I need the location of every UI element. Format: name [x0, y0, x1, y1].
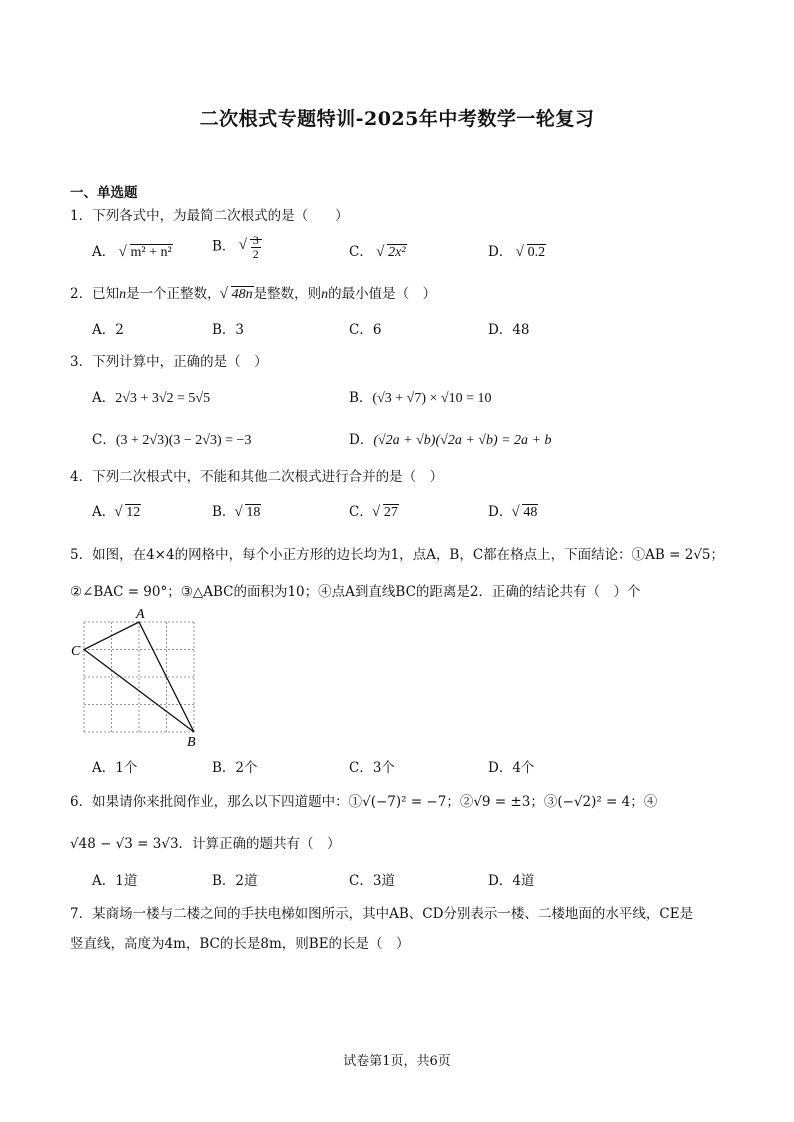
radicand: 27: [383, 505, 398, 520]
q4-option-d[interactable]: [488, 500, 538, 525]
option-label: C．: [92, 432, 116, 448]
option-expression: 2√3 + 3√2 = 5√5: [115, 391, 211, 406]
q2-option-d[interactable]: D．48: [488, 322, 530, 338]
option-label: C．: [349, 504, 373, 520]
radicand: m² + n²: [130, 245, 172, 260]
fraction-numerator: √ 3: [252, 233, 259, 247]
variable-n: n: [321, 287, 329, 302]
question-7-line-2: 竖直线，高度为4m，BC的长是8m，则BE的长是（ ）: [70, 936, 410, 952]
question-3-stem: 3．下列计算中，正确的是（ ）: [70, 354, 268, 370]
q6-option-a[interactable]: A．1道: [92, 873, 138, 889]
q1-option-a[interactable]: [92, 240, 173, 265]
option-label: A．: [92, 504, 116, 520]
radicand: 48n: [231, 287, 253, 302]
question-7-line-1: 7．某商场一楼与二楼之间的手扶电梯如图所示，其中AB、CD分别表示一楼、二楼地面的水平线，CE是: [70, 906, 694, 922]
option-label: D．: [488, 504, 513, 520]
point-c-label: C: [71, 644, 81, 659]
q5-option-a[interactable]: A．1个: [92, 760, 138, 776]
q4-option-a[interactable]: [92, 500, 141, 525]
q2-option-a[interactable]: A．2: [92, 322, 124, 338]
radicand: 0.2: [527, 245, 546, 260]
point-a-label: A: [136, 607, 145, 622]
q6-option-d[interactable]: D．4道: [488, 873, 535, 889]
option-label: D．: [349, 432, 374, 448]
option-expression: (√2a + √b)(√2a + √b) = 2a + b: [373, 433, 552, 448]
radicand: 2x²: [388, 245, 406, 260]
question-1-stem: 1．下列各式中，为最简二次根式的是（ ）: [70, 208, 349, 224]
stem-text: 是整数，则: [253, 286, 322, 302]
question-5-line-2: ②∠BAC = 90°；③△ABC的面积为10；④点A到直线BC的距离是2．正确的结论共有（ ）个: [70, 584, 641, 600]
stem-text: 是一个正整数，: [126, 286, 221, 302]
option-label: A．: [92, 244, 116, 260]
question-6-line-1: 6．如果请你来批阅作业，那么以下四道题中：①√(−7)² = −7；②√9 = ±3；③(−√2)² = 4；④: [70, 794, 658, 810]
question-4-stem: 4．下列二次根式中，不能和其他二次根式进行合并的是（ ）: [70, 469, 444, 485]
grid-triangle-figure: [66, 604, 206, 750]
q6-option-c[interactable]: C．3道: [349, 873, 395, 889]
q6-option-b[interactable]: B．2道: [212, 873, 258, 889]
question-6-line-2: √48 − √3 = 3√3．计算正确的题共有（ ）: [70, 836, 341, 852]
radicand: 18: [246, 505, 261, 520]
q3-option-b[interactable]: [349, 386, 491, 411]
option-label: C．: [349, 244, 373, 260]
q1-option-d[interactable]: [488, 240, 546, 265]
q3-option-c[interactable]: [92, 428, 251, 453]
option-expression: (√3 + √7) × √10 = 10: [372, 391, 492, 406]
option-label: D．: [488, 244, 513, 260]
fraction-denominator: 2: [252, 247, 259, 261]
q4-option-b[interactable]: [212, 500, 261, 525]
option-label: B．: [212, 238, 236, 255]
stem-text: 2．已知: [70, 286, 120, 302]
option-expression: (3 + 2√3)(3 − 2√3) = −3: [115, 433, 252, 448]
section-heading: 一、单选题: [70, 185, 138, 201]
option-label: B．: [212, 504, 236, 520]
question-2-stem: [70, 284, 436, 305]
radicand: 48: [523, 505, 538, 520]
option-label: B．: [349, 390, 373, 406]
q2-option-c[interactable]: C．6: [349, 322, 382, 338]
q2-option-b[interactable]: B．3: [212, 322, 245, 338]
q5-option-c[interactable]: C．3个: [349, 760, 395, 776]
question-5-line-1: 5．如图，在4×4的网格中，每个小正方形的边长均为1，点A，B，C都在格点上，下面结论：①AB = 2√5；: [70, 547, 725, 563]
q1-option-b[interactable]: [212, 234, 262, 261]
q5-option-d[interactable]: D．4个: [488, 760, 535, 776]
option-label: A．: [92, 390, 116, 406]
page-footer: 试卷第1页，共6页: [343, 1054, 451, 1069]
radicand: 12: [126, 505, 141, 520]
q3-option-a[interactable]: [92, 386, 210, 411]
q1-option-c[interactable]: [349, 240, 407, 265]
q4-option-c[interactable]: [349, 500, 399, 525]
grid-lines: [84, 622, 194, 732]
point-b-label: B: [187, 735, 196, 750]
q5-option-b[interactable]: B．2个: [212, 760, 258, 776]
variable-n: n: [119, 287, 127, 302]
stem-text: 的最小值是（ ）: [328, 286, 437, 302]
q3-option-d[interactable]: [349, 428, 552, 453]
page-title: 二次根式专题特训-2025年中考数学一轮复习: [199, 108, 595, 130]
